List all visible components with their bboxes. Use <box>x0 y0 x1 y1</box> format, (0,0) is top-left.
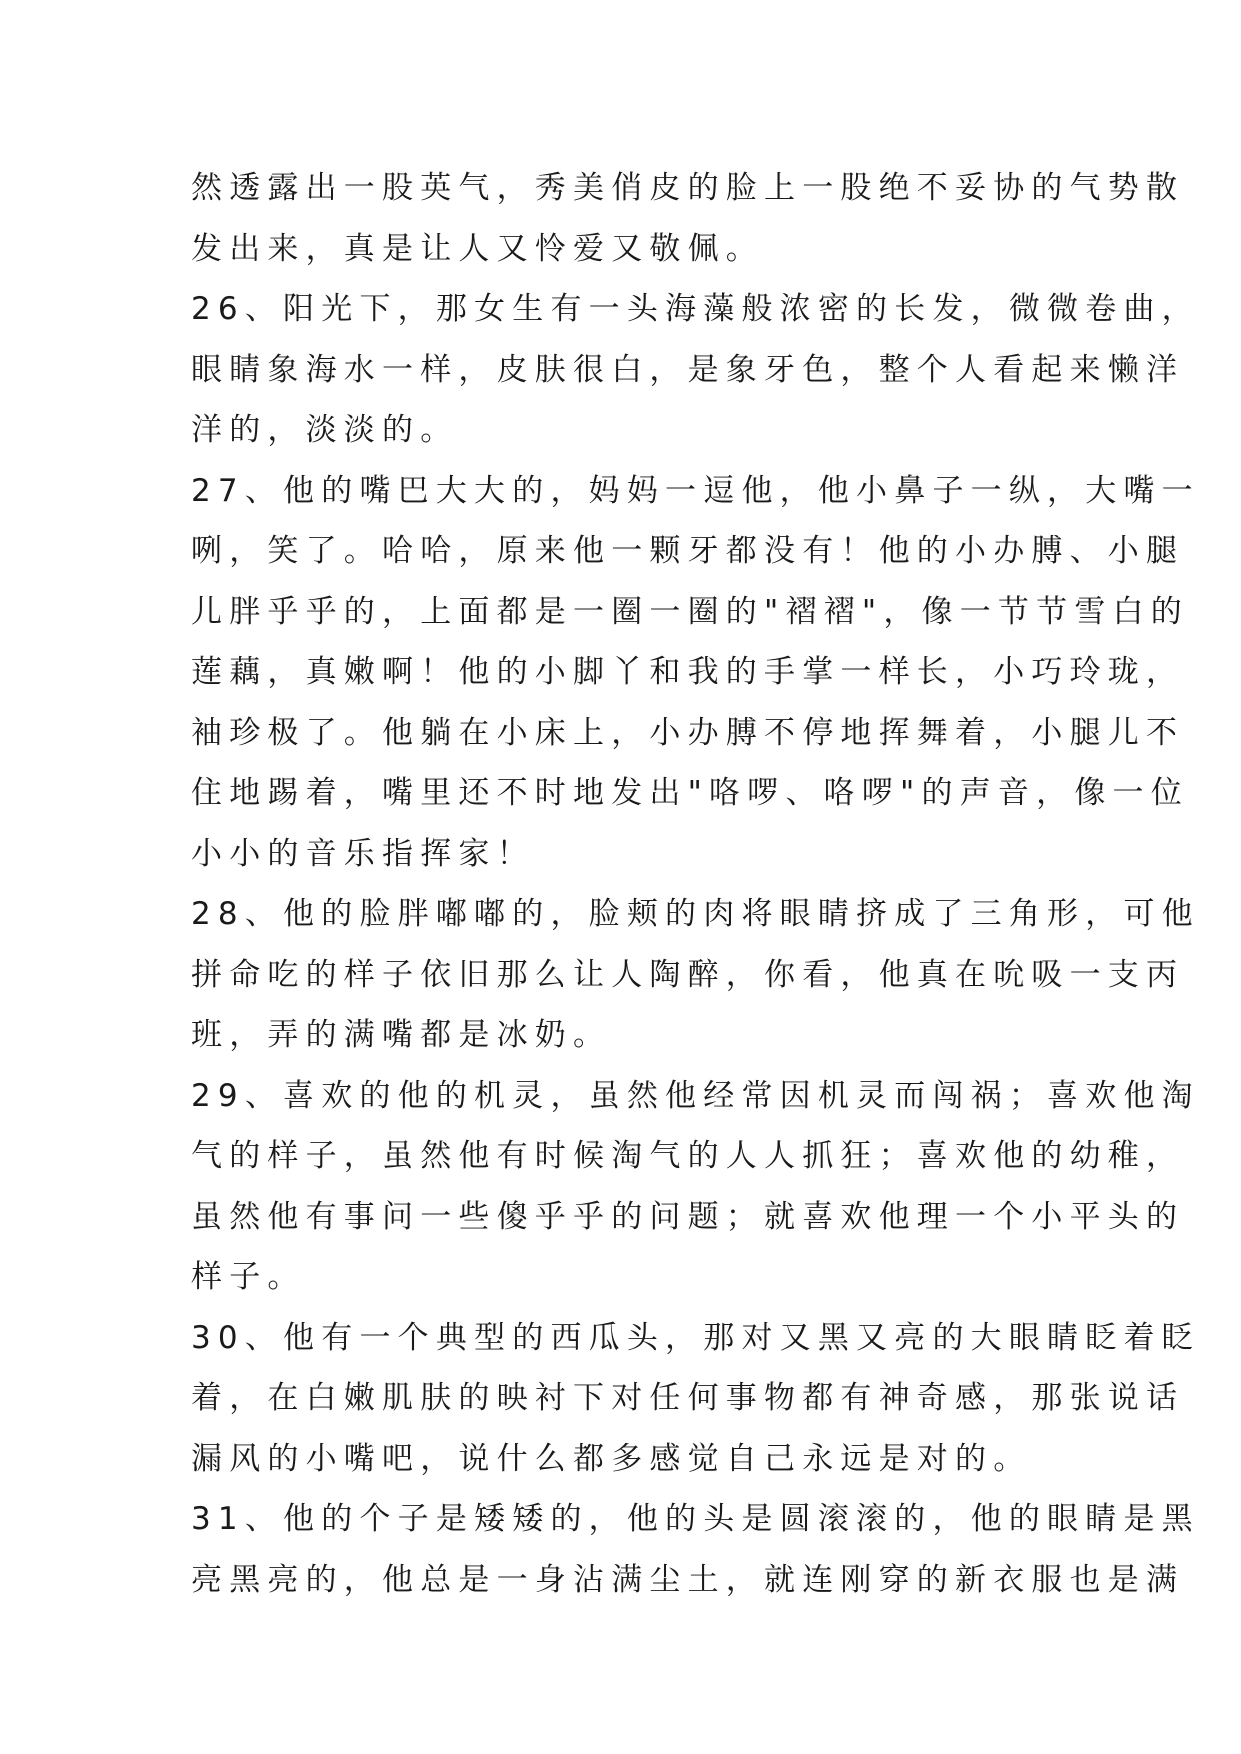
text-line: 儿胖乎乎的，上面都是一圈一圈的"褶褶"，像一节节雪白的 <box>191 593 1189 630</box>
text-line: 26、阳光下，那女生有一头海藻般浓密的长发，微微卷曲， <box>191 291 1200 327</box>
text-line: 气的样子，虽然他有时候淘气的人人抓狂；喜欢他的幼稚， <box>191 1138 1185 1174</box>
text-line: 然透露出一股英气，秀美俏皮的脸上一股绝不妥协的气势散 <box>191 170 1185 206</box>
document-body <box>191 158 1200 1610</box>
text-line: 住地踢着，嘴里还不时地发出"咯啰、咯啰"的声音，像一位 <box>191 775 1189 811</box>
text-line: 发出来，真是让人又怜爱又敬佩。 <box>191 230 764 267</box>
text-line: 虽然他有事问一些傻乎乎的问题；就喜欢他理一个小平头的 <box>191 1198 1185 1235</box>
text-line: 29、喜欢的他的机灵，虽然他经常因机灵而闯祸；喜欢他淘 <box>191 1077 1200 1114</box>
text-line: 亮黑亮的，他总是一身沾满尘土，就连刚穿的新衣服也是满 <box>191 1561 1185 1598</box>
text-line: 27、他的嘴巴大大的，妈妈一逗他，他小鼻子一纵，大嘴一 <box>191 472 1200 509</box>
text-line: 31、他的个子是矮矮的，他的头是圆滚滚的，他的眼睛是黑 <box>191 1501 1200 1537</box>
text-line: 咧，笑了。哈哈，原来他一颗牙都没有！他的小办膊、小腿 <box>191 533 1185 569</box>
text-line: 样子。 <box>191 1259 306 1295</box>
text-line: 袖珍极了。他躺在小床上，小办膊不停地挥舞着，小腿儿不 <box>191 714 1185 751</box>
text-line: 眼睛象海水一样，皮肤很白，是象牙色，整个人看起来懒洋 <box>191 351 1185 388</box>
text-line: 着，在白嫩肌肤的映衬下对任何事物都有神奇感，那张说话 <box>191 1380 1185 1416</box>
text-line: 30、他有一个典型的西瓜头，那对又黑又亮的大眼睛眨着眨 <box>191 1319 1200 1356</box>
text-line: 莲藕，真嫩啊！他的小脚丫和我的手掌一样长，小巧玲珑， <box>191 654 1185 690</box>
text-line: 班，弄的满嘴都是冰奶。 <box>191 1017 612 1053</box>
text-line: 拼命吃的样子依旧那么让人陶醉，你看，他真在吮吸一支丙 <box>191 956 1185 993</box>
text-line: 漏风的小嘴吧，说什么都多感觉自己永远是对的。 <box>191 1440 1032 1477</box>
text-line: 洋的，淡淡的。 <box>191 412 459 448</box>
text-line: 28、他的脸胖嘟嘟的，脸颊的肉将眼睛挤成了三角形，可他 <box>191 896 1200 932</box>
text-line: 小小的音乐指挥家！ <box>191 835 535 872</box>
